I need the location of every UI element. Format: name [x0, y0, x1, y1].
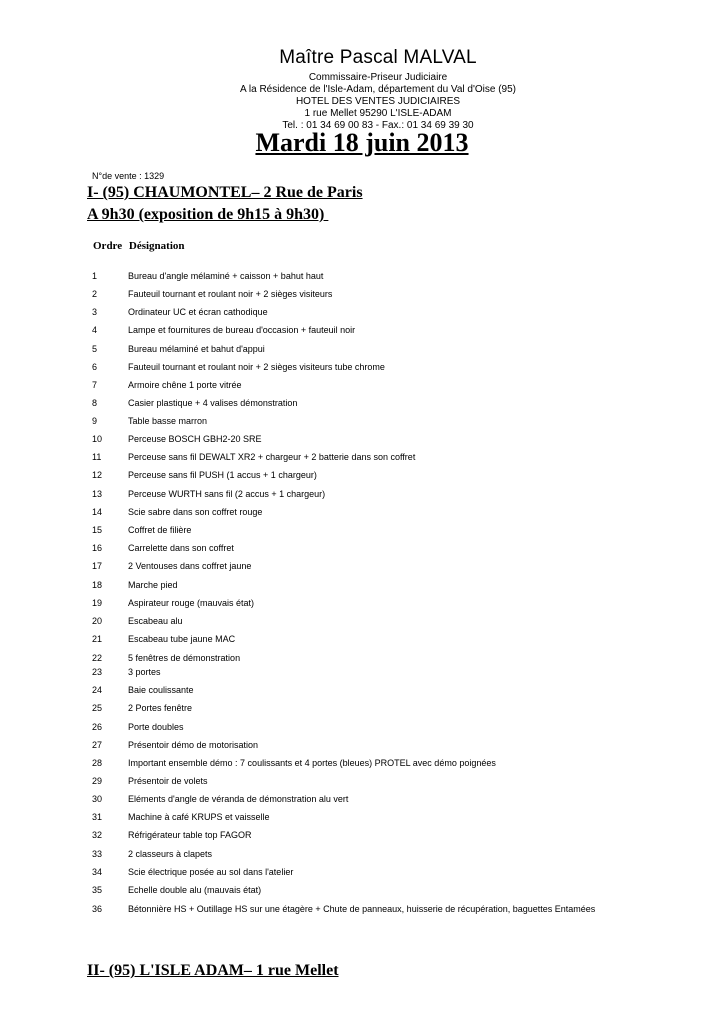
- lot-number: 18: [92, 580, 103, 590]
- lot-number: 33: [92, 849, 103, 859]
- lot-description: Aspirateur rouge (mauvais état): [128, 598, 255, 608]
- lot-number: 34: [92, 867, 103, 877]
- lot-description: Présentoir de volets: [128, 776, 208, 786]
- column-header-ordre: Ordre: [93, 240, 123, 252]
- header-line: Commissaire-Priseur Judiciaire: [308, 72, 448, 83]
- lot-description: Fauteuil tournant et roulant noir + 2 sièges visiteurs tube chrome: [128, 362, 385, 372]
- lot-description: Baie coulissante: [128, 685, 194, 695]
- lot-number: 9: [92, 416, 98, 426]
- lot-description: 2 Ventouses dans coffret jaune: [128, 561, 252, 571]
- lot-description: Perceuse sans fil PUSH (1 accus + 1 chargeur): [128, 470, 317, 480]
- lot-number: 36: [92, 904, 103, 914]
- lot-description: Porte doubles: [128, 722, 184, 732]
- lot-description: Perceuse WURTH sans fil (2 accus + 1 chargeur): [128, 489, 326, 499]
- header-line: 1 rue Mellet 95290 L'ISLE-ADAM: [304, 108, 452, 119]
- lot-description: Escabeau tube jaune MAC: [128, 634, 236, 644]
- lot-description: Important ensemble démo : 7 coulissants et 4 portes (bleues) PROTEL avec démo poignées: [128, 758, 496, 768]
- lot-description: Perceuse BOSCH GBH2-20 SRE: [128, 434, 262, 444]
- lot-number: 6: [92, 362, 98, 372]
- lot-number: 28: [92, 758, 103, 768]
- lot-description: Présentoir démo de motorisation: [128, 740, 259, 750]
- section-1-time: A 9h30 (exposition de 9h15 à 9h30): [87, 206, 329, 223]
- lot-number: 14: [92, 507, 103, 517]
- lot-number: 5: [92, 344, 98, 354]
- lot-number: 7: [92, 380, 98, 390]
- lot-description: Armoire chêne 1 porte vitrée: [128, 380, 242, 390]
- lot-number: 19: [92, 598, 103, 608]
- lot-number: 2: [92, 289, 98, 299]
- lot-number: 32: [92, 830, 103, 840]
- lot-description: Réfrigérateur table top FAGOR: [128, 830, 252, 840]
- lot-number: 27: [92, 740, 103, 750]
- lot-description: Eléments d'angle de véranda de démonstration alu vert: [128, 794, 349, 804]
- lot-number: 1: [92, 271, 98, 281]
- lot-description: Scie sabre dans son coffret rouge: [128, 507, 263, 517]
- lot-number: 30: [92, 794, 103, 804]
- lot-number: 20: [92, 616, 103, 626]
- lot-description: Escabeau alu: [128, 616, 183, 626]
- sale-date: Mardi 18 juin 2013: [255, 128, 469, 157]
- lot-number: 35: [92, 885, 103, 895]
- lot-number: 29: [92, 776, 103, 786]
- lot-number: 13: [92, 489, 103, 499]
- auctioneer-header: [212, 44, 544, 132]
- lot-description: Coffret de filière: [128, 525, 192, 535]
- lot-number: 23: [92, 667, 103, 677]
- lot-number: 12: [92, 470, 103, 480]
- lot-description: Machine à café KRUPS et vaisselle: [128, 812, 270, 822]
- column-header-designation: Désignation: [128, 240, 185, 252]
- header-line: HOTEL DES VENTES JUDICIAIRES: [295, 96, 461, 107]
- lot-number: 24: [92, 685, 103, 695]
- lot-description: 3 portes: [128, 667, 161, 677]
- lot-number: 4: [92, 325, 98, 335]
- lot-number: 22: [92, 653, 103, 663]
- header-line: A la Résidence de l'Isle-Adam, département du Val d'Oise (95): [239, 84, 516, 95]
- lot-number: 11: [92, 452, 102, 462]
- lot-number: 17: [92, 561, 103, 571]
- lot-description: Ordinateur UC et écran cathodique: [128, 307, 268, 317]
- lot-description: 5 fenêtres de démonstration: [128, 653, 241, 663]
- lot-description: Bureau d'angle mélaminé + caisson + bahut haut: [128, 271, 324, 281]
- lot-number: 21: [92, 634, 103, 644]
- lot-number: 8: [92, 398, 98, 408]
- header-line: Tel. : 01 34 69 00 83 - Fax.: 01 34 69 39 30: [282, 120, 474, 131]
- lot-description: Carrelette dans son coffret: [128, 543, 234, 553]
- lot-description: Bureau mélaminé et bahut d'appui: [128, 344, 265, 354]
- lot-description: Lampe et fournitures de bureau d'occasion + fauteuil noir: [128, 325, 356, 335]
- lot-number: 26: [92, 722, 103, 732]
- lot-description: Table basse marron: [128, 416, 208, 426]
- lot-number: 10: [92, 434, 103, 444]
- lot-description: Fauteuil tournant et roulant noir + 2 sièges visiteurs: [128, 289, 333, 299]
- lot-description: 2 classeurs à clapets: [128, 849, 213, 859]
- lot-description: Casier plastique + 4 valises démonstration: [128, 398, 298, 408]
- lot-description: 2 Portes fenêtre: [128, 703, 193, 713]
- lot-number: 15: [92, 525, 103, 535]
- lot-number: 16: [92, 543, 103, 553]
- section-1-title: I- (95) CHAUMONTEL– 2 Rue de Paris: [87, 184, 363, 201]
- lot-description: Perceuse sans fil DEWALT XR2 + chargeur + 2 batterie dans son coffret: [128, 452, 416, 462]
- lot-number: 25: [92, 703, 103, 713]
- lot-description: Marche pied: [128, 580, 178, 590]
- section-2-title: II- (95) L'ISLE ADAM– 1 rue Mellet: [87, 962, 339, 979]
- lot-description: Echelle double alu (mauvais état): [128, 885, 262, 895]
- lot-number: 3: [92, 307, 98, 317]
- lot-number: 31: [92, 812, 103, 822]
- lot-description: Scie électrique posée au sol dans l'atelier: [128, 867, 294, 877]
- sale-number: N°de vente : 1329: [92, 171, 165, 181]
- lot-description: Bétonnière HS + Outillage HS sur une étagère + Chute de panneaux, huisserie de récupération, baguettes Entamées: [128, 904, 596, 914]
- table-header: [93, 240, 185, 252]
- auctioneer-name: Maître Pascal MALVAL: [279, 47, 477, 68]
